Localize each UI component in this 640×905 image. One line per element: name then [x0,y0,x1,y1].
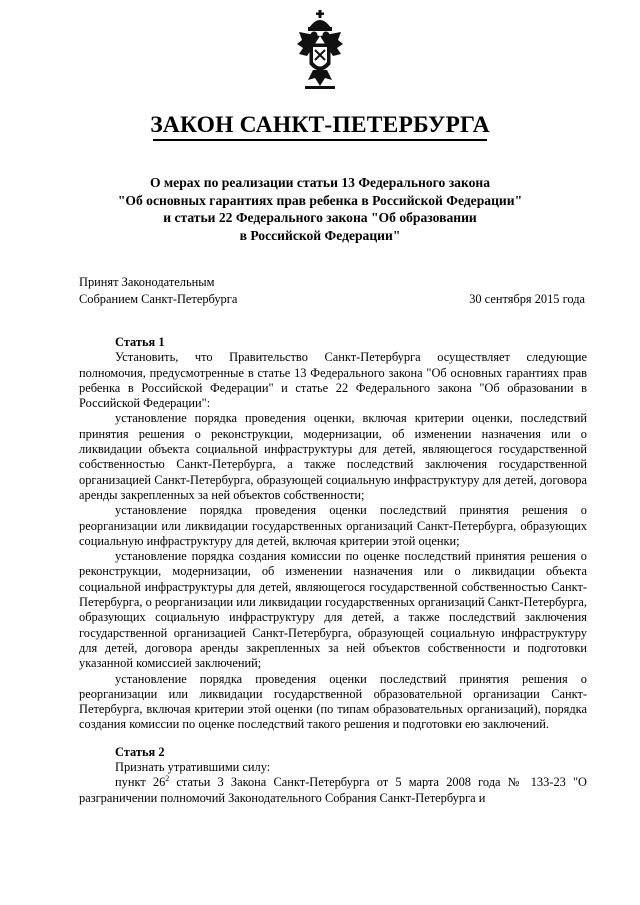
adoption-date: 30 сентября 2015 года [469,292,585,306]
adoption-line: Принят Законодательным [79,275,215,289]
article-paragraph: установление порядка проведения оценки последствий принятия решения о реорганизации или ликвидации государственной образовательной организации Санкт-Петербурга, включая критерии этой оценки (по типам образовательных организаций), порядка создания комиссии по оценке последствий такого решения и подготовки ею заключений. [79,671,587,732]
article-paragraph: установление порядка проведения оценки, включая критерии оценки, последствий принятия решения о реконструкции, модернизации, об изменении назначения или о ликвидации объекта социальной инфраструктуры для детей, являющегося государственной собственностью Санкт-Петербурга, а также последствий заключения государственной организацией Санкт-Петербурга, образующей социальную инфраструктуру для детей, договора аренды закрепленных за ней объектов собственности; [79,411,587,502]
title-underline [153,139,487,141]
article-1-heading: Статья 1 [115,335,165,349]
item-superscript: 2 [165,774,170,784]
item-prefix: пункт 26 [115,775,166,790]
law-subtitle [60,174,580,244]
article-paragraph: Установить, что Правительство Санкт-Петербурга осуществляет следующие полномочия, предусмотренные в статье 13 Федерального закона "Об основных гарантиях прав ребенка в Российской Федерации" и статье 22 Федерального закона "Об образовании в Российской Федерации": [79,350,587,411]
subtitle-line: О мерах по реализации статьи 13 Федерального закона [149,175,491,190]
adoption-info [79,274,237,308]
law-body [79,335,587,806]
law-title: ЗАКОН САНКТ-ПЕТЕРБУРГА [150,112,490,138]
article-paragraph [79,775,587,806]
adoption-line: Собранием Санкт-Петербурга [79,292,238,306]
article-paragraph: установление порядка создания комиссии по оценке последствий принятия решения о реконструкции, модернизации, об изменении назначения или о ликвидации объекта социальной инфраструктуры для детей, являющегося государственной собственностью Санкт-Петербурга, о реорганизации или ликвидации государственных организаций Санкт-Петербурга, образующих социальную инфраструктуру для детей, а также последствий заключения государственной организацией Санкт-Петербурга, образующей социальную инфраструктуру для детей, договора аренды закрепленных за ней объектов собственности и подготовки указанной комиссией заключений; [79,549,587,671]
coat-of-arms-icon [295,6,345,94]
article-2-heading: Статья 2 [115,744,165,759]
article-paragraph: установление порядка проведения оценки последствий принятия решения о реорганизации или ликвидации государственных организаций Санкт-Петербурга, образующих социальную инфраструктуру для детей, включая критерии этой оценки; [79,503,587,548]
item-text: статьи 3 Закона Санкт-Петербурга от 5 марта 2008 года № 133-23 "О разграничении полномочий Законодательного Собрания Санкт-Петербурга и [79,775,587,805]
subtitle-line: в Российской Федерации" [239,227,401,243]
article-paragraph: Признать утратившими силу: [115,760,271,775]
subtitle-line: и статьи 22 Федерального закона "Об образовании [163,210,477,225]
subtitle-line: "Об основных гарантиях прав ребенка в Российской Федерации" [117,192,523,208]
